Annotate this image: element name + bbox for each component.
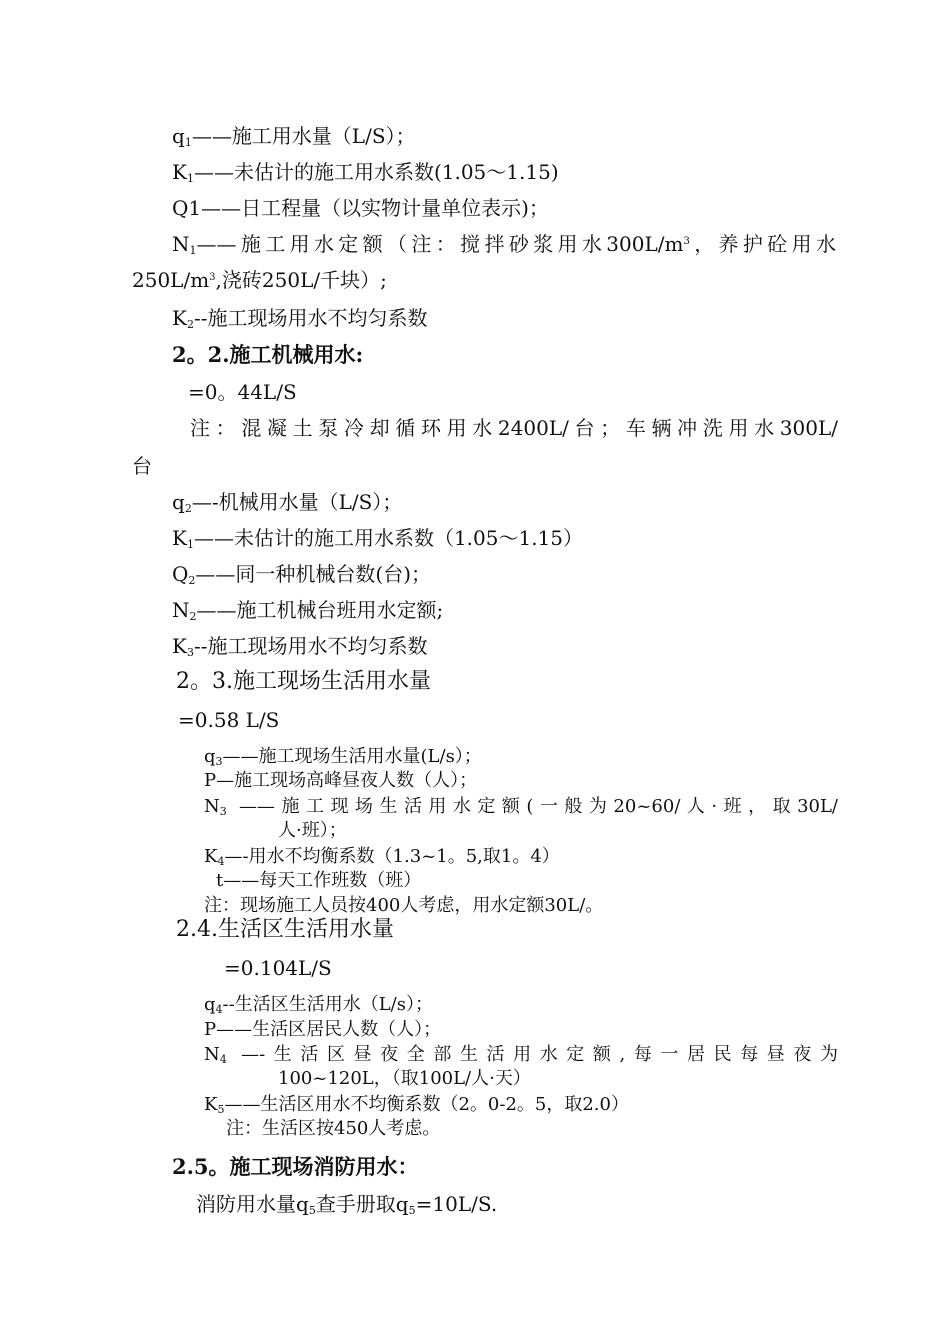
def-q1-capital: Q1——日工程量（以实物计量单位表示)； xyxy=(172,196,549,220)
def-n4-line2: 100~120L，（取100L/人·天） xyxy=(278,1068,531,1089)
def-n3-line2: 人·班）； xyxy=(278,820,347,841)
def-p-residential: P——生活区居民人数（人）； xyxy=(204,1019,442,1040)
def-k2: $K_2--$施工现场用水不均匀系数 xyxy=(172,306,428,331)
def-n1-line2: $250L/m^3$,浇砖250L/千块）; xyxy=(132,268,387,292)
def-k1: $K_1——$未估计的施工用水系数(1.05～1.15) xyxy=(172,160,559,185)
def-n4-line1: $N_4$ —-生活区昼夜全部生活用水定额,每一居民每昼夜为 xyxy=(204,1044,838,1066)
def-k5: $K_5——$生活区用水不均衡系数（2。0-2。5，取2.0） xyxy=(204,1094,629,1116)
fire-water-line: 消防用水量$q_5$查手册取$q_5=10L/S$. xyxy=(196,1192,498,1217)
def-q1: $q_1——$施工用水量（L/S）； xyxy=(172,124,416,149)
def-q4: $q_4--$生活区生活用水（L/s）； xyxy=(204,994,433,1016)
def-q3: $q_3——$施工现场生活用水量(L/s）； xyxy=(204,746,482,768)
note-2-2-line1: 注：混凝土泵冷却循环用水2400L/台；车辆冲洗用水300L/ xyxy=(190,416,838,440)
result-2-4: =0.104L/S xyxy=(224,956,332,980)
heading-2-4: 2.4.生活区生活用水量 xyxy=(176,917,394,942)
def-n2: $N_2——$施工机械台班用水定额; xyxy=(172,598,444,623)
result-2-3: =0.58 L/S xyxy=(178,708,280,732)
def-k3: $K_3--$施工现场用水不均匀系数 xyxy=(172,634,428,659)
def-t: t——每天工作班数（班） xyxy=(216,870,422,891)
heading-2-5: 2.5。施工现场消防用水： xyxy=(172,1154,419,1179)
def-n1-line1: $N_1——$施工用水定额（注：搅拌砂浆用水$300L/m^3$，养护砼用水 xyxy=(172,232,836,257)
heading-2-3: 2。3.施工现场生活用水量 xyxy=(176,669,431,694)
note-2-2-line2: 台 xyxy=(132,454,152,478)
def-n3-line1: $N_3$ ——施工现场生活用水定额(一般为20~60/人·班，取30L/ xyxy=(204,796,838,818)
note-2-4: 注：生活区按450人考虑。 xyxy=(226,1118,441,1139)
def-p-site: P—施工现场高峰昼夜人数（人）； xyxy=(204,770,478,791)
def-k4: $K_4—-$用水不均衡系数（1.3~1。5,取1。4） xyxy=(204,846,560,868)
heading-2-2: 2。2.施工机械用水: xyxy=(172,342,364,367)
note-2-3: 注：现场施工人员按400人考虑，用水定额30L/。 xyxy=(204,895,604,916)
def-k1-mech: $K_1——$未估计的施工用水系数（1.05～1.15） xyxy=(172,526,584,551)
def-q2: $q_2—-$机械用水量（L/S）； xyxy=(172,490,403,515)
result-2-2: =0。44L/S xyxy=(188,380,297,404)
def-q2-capital: $Q_2——$同一种机械台数(台)； xyxy=(172,562,432,587)
